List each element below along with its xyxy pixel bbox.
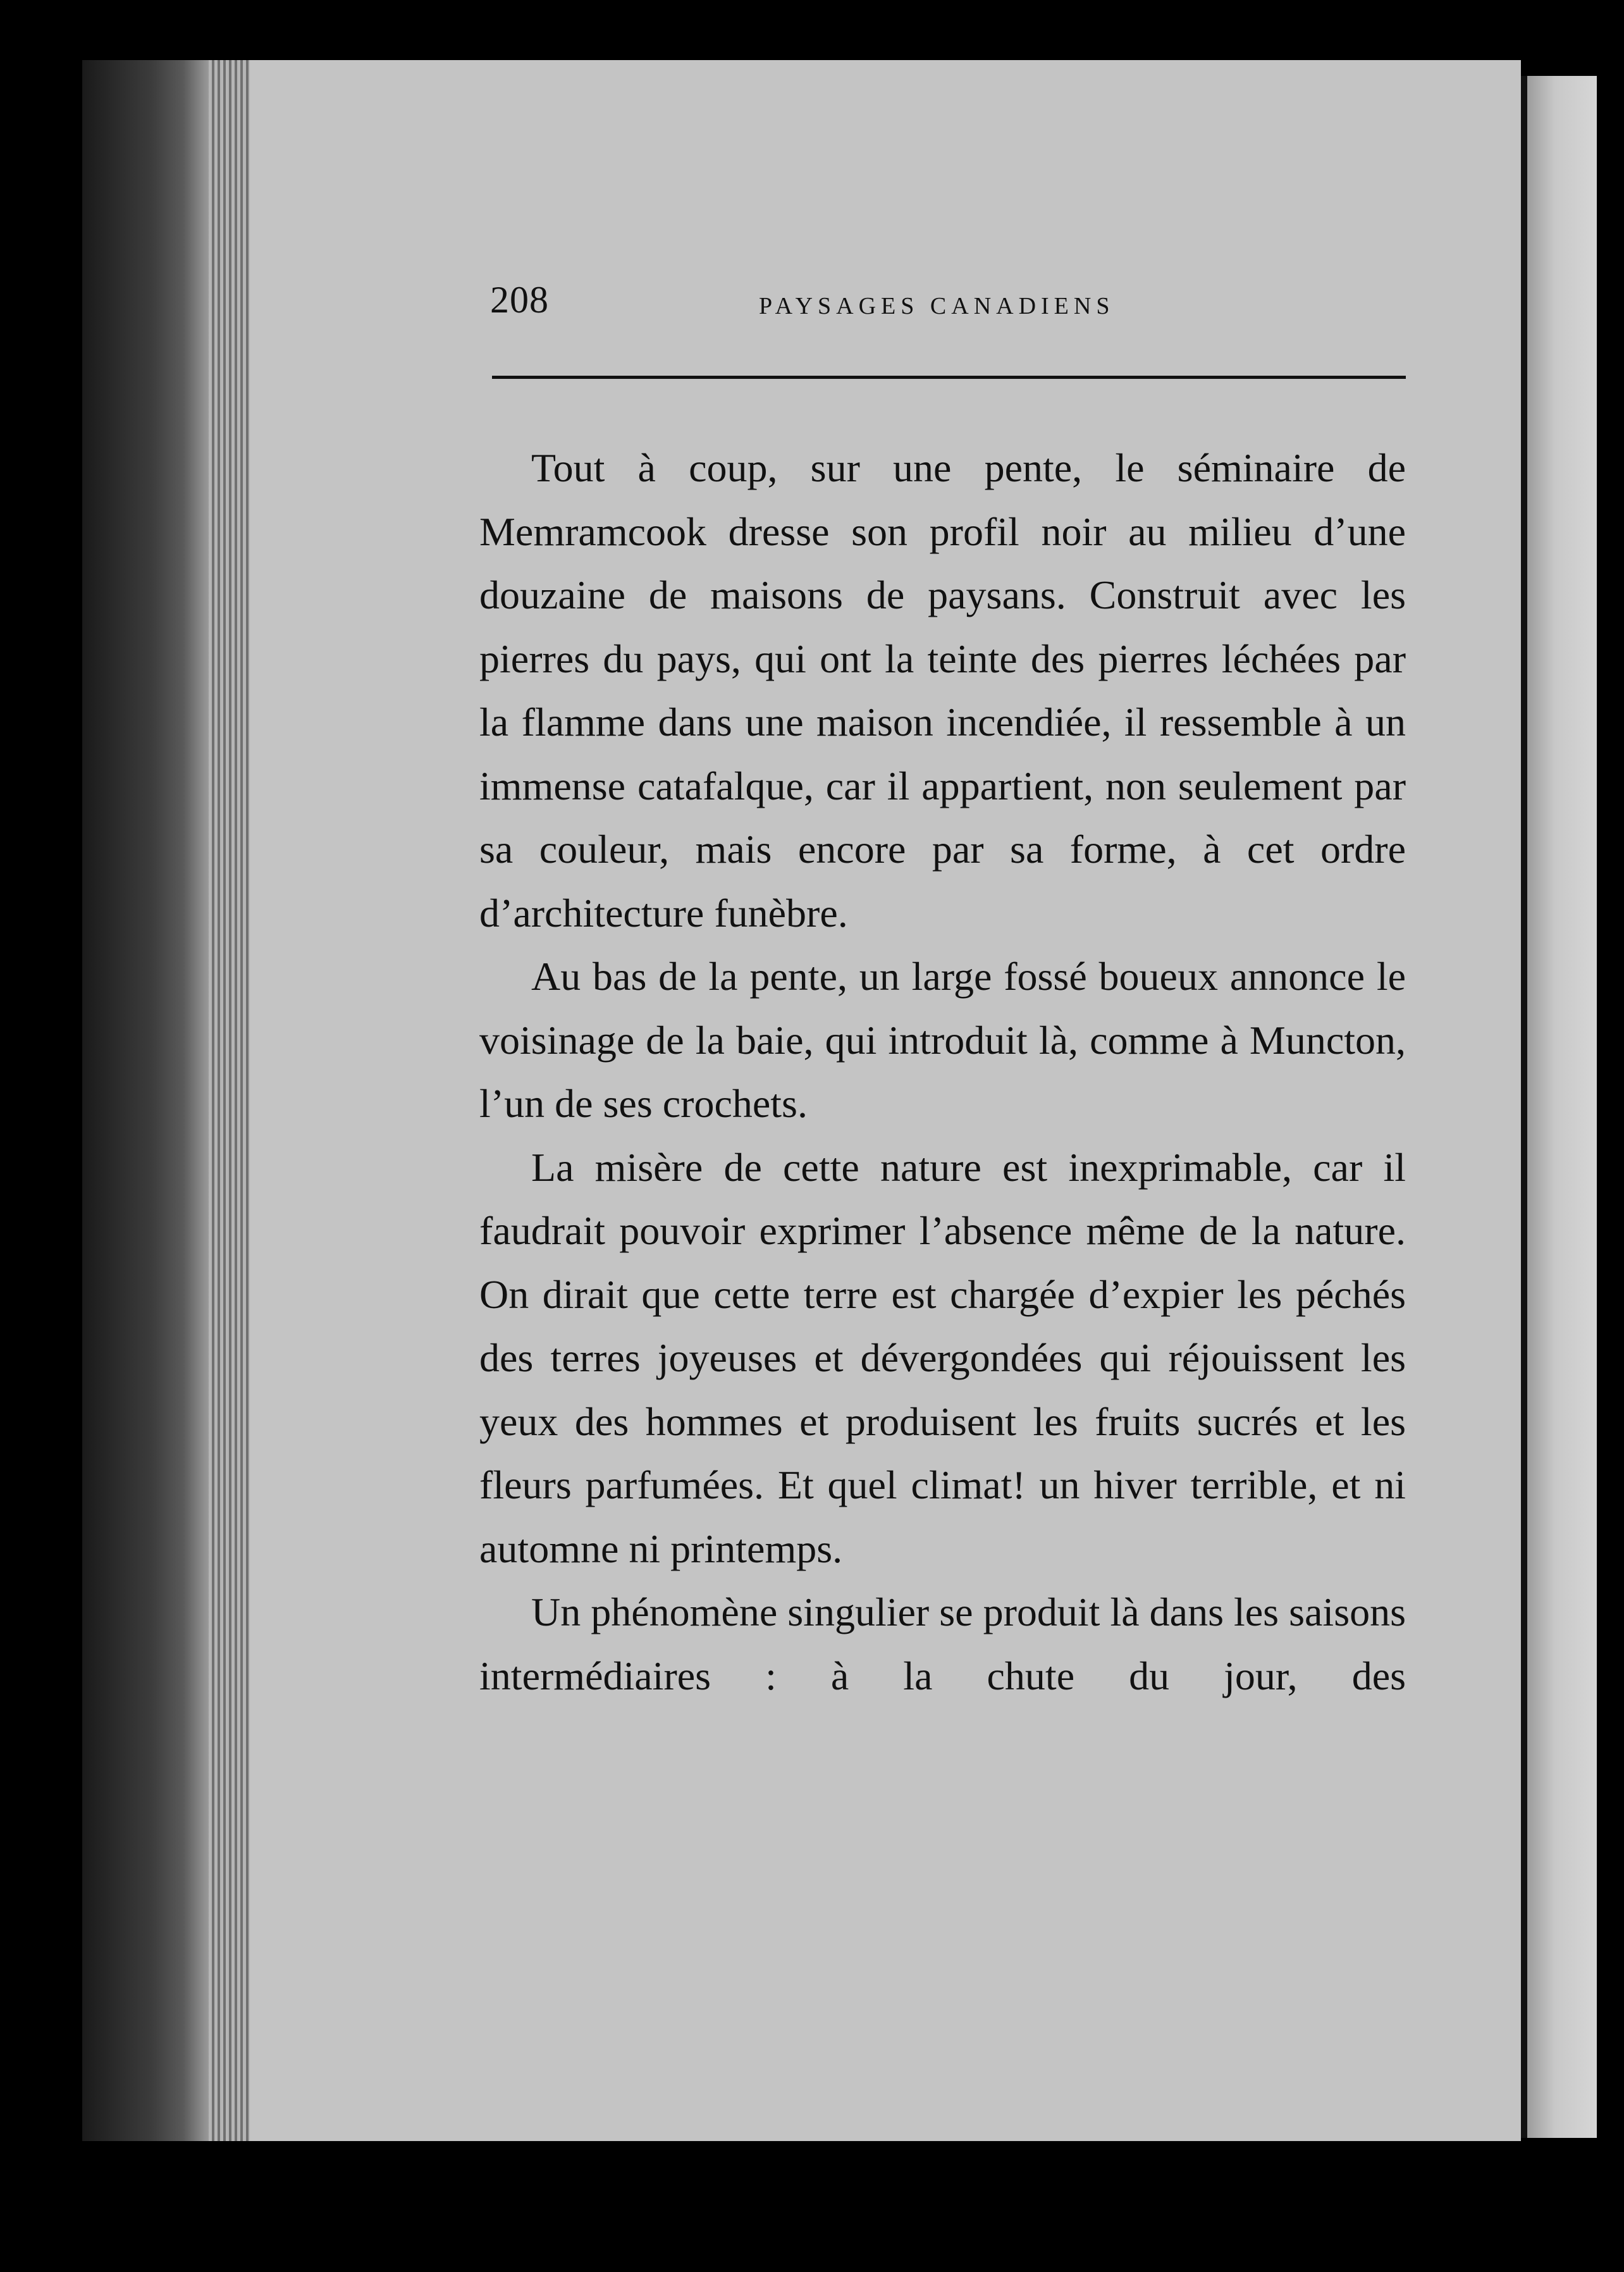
body-text bbox=[479, 436, 1406, 1708]
facing-page-edge bbox=[1527, 76, 1597, 2138]
page-number: 208 bbox=[490, 279, 549, 321]
paragraph: Au bas de la pente, un large fossé boueux annonce le voisinage de la baie, qui introduit là, comme à Muncton, l’un de ses crochets. bbox=[479, 954, 1406, 1126]
paragraph: Un phénomène singulier se produit là dans les saisons intermédiaires : à la chute du jour, des bbox=[479, 1590, 1406, 1698]
running-head: PAYSAGES CANADIENS bbox=[759, 293, 1115, 319]
page-gutter-edge bbox=[1521, 76, 1527, 2138]
paragraph: Tout à coup, sur une pente, le séminaire de Memramcook dresse son profil noir au milieu d’une douzaine de maisons de paysans. Construit avec les pierres du pays, qui ont la teinte des pierres léchées par la flamme dans une maison incendiée, il ressemble à un immense catafalque, car il appartient, non seulement par sa couleur, mais encore par sa forme, à cet ordre d’architecture funèbre. bbox=[479, 445, 1406, 935]
paragraph: La misère de cette nature est inexprimable, car il faudrait pouvoir exprimer l’absence même de la nature. On dirait que cette terre est chargée d’expier les péchés des terres joyeuses et dévergondées qui réjouissent les yeux des hommes et produisent les fruits sucrés et les fleurs parfumées. Et quel climat! un hiver terrible, et ni automne ni printemps. bbox=[479, 1144, 1406, 1571]
page-header bbox=[490, 278, 1407, 329]
page-edge-stack bbox=[209, 60, 253, 2141]
header-rule bbox=[492, 376, 1406, 379]
book-spine-shadow bbox=[82, 60, 209, 2141]
